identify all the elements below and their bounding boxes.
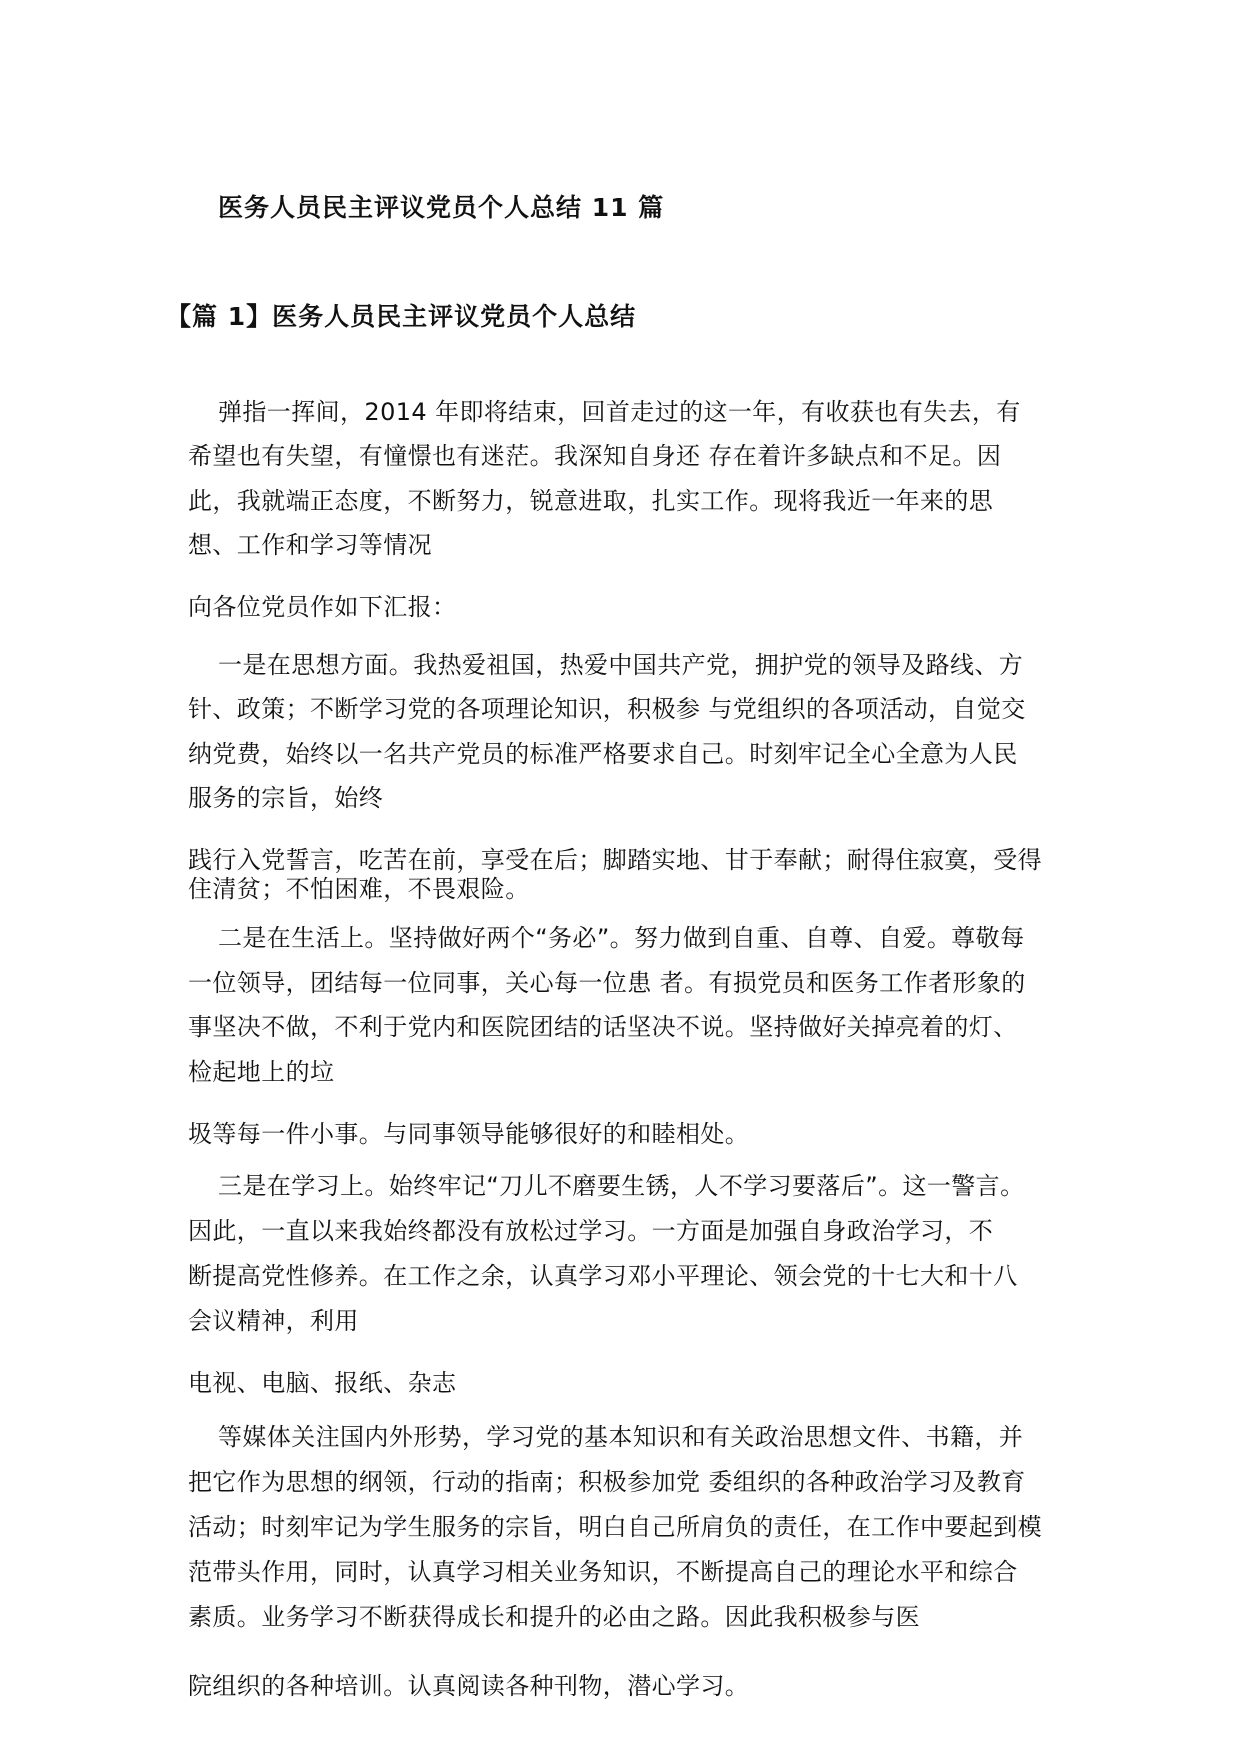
paragraph-line: 服务的宗旨，始终 <box>188 784 384 812</box>
paragraph-line: 检起地上的垃 <box>188 1058 335 1086</box>
paragraph-line: 把它作为思想的纲领，行动的指南；积极参加党 委组织的各种政治学习及教育 <box>188 1468 1026 1496</box>
paragraph-line: 针、政策；不断学习党的各项理论知识，积极参 与党组织的各项活动，自觉交 <box>188 695 1026 723</box>
paragraph-line: 活动；时刻牢记为学生服务的宗旨，明白自己所肩负的责任，在工作中要起到模 <box>188 1513 1042 1541</box>
paragraph-line: 圾等每一件小事。与同事领导能够很好的和睦相处。 <box>188 1120 750 1148</box>
paragraph-line: 向各位党员作如下汇报： <box>188 593 457 621</box>
paragraph-line: 会议精神，利用 <box>188 1307 359 1335</box>
paragraph-line: 素质。业务学习不断获得成长和提升的必由之路。因此我积极参与医 <box>188 1603 920 1631</box>
paragraph-line: 事坚决不做，不利于党内和医院团结的话坚决不说。坚持做好关掉亮着的灯、 <box>188 1013 1018 1041</box>
paragraph-line: 等媒体关注国内外形势，学习党的基本知识和有关政治思想文件、书籍，并 <box>218 1423 1024 1451</box>
paragraph-line: 电视、电脑、报纸、杂志 <box>188 1369 457 1397</box>
paragraph-line: 二是在生活上。坚持做好两个“务必”。努力做到自重、自尊、自爱。尊敬每 <box>218 924 1025 952</box>
document-title: 医务人员民主评议党员个人总结 11 篇 <box>218 193 665 222</box>
paragraph-line: 范带头作用，同时，认真学习相关业务知识，不断提高自己的理论水平和综合 <box>188 1558 1018 1586</box>
paragraph-line: 院组织的各种培训。认真阅读各种刊物，潜心学习。 <box>188 1672 750 1700</box>
paragraph-line: 想、工作和学习等情况 <box>188 531 432 559</box>
paragraph-line: 因此，一直以来我始终都没有放松过学习。一方面是加强自身政治学习，不 <box>188 1217 994 1245</box>
paragraph-line: 纳党费，始终以一名共产党员的标准严格要求自己。时刻牢记全心全意为人民 <box>188 740 1018 768</box>
paragraph-line: 三是在学习上。始终牢记“刀儿不磨要生锈，人不学习要落后”。这一警言。 <box>218 1172 1025 1200</box>
paragraph-line: 住清贫；不怕困难，不畏艰险。 <box>188 875 530 903</box>
paragraph-line: 践行入党誓言，吃苦在前，享受在后；脚踏实地、甘于奉献；耐得住寂寞，受得 <box>188 846 1042 874</box>
section-title: 【篇 1】医务人员民主评议党员个人总结 <box>166 302 637 331</box>
paragraph-line: 一位领导，团结每一位同事，关心每一位患 者。有损党员和医务工作者形象的 <box>188 969 1026 997</box>
paragraph-line: 弹指一挥间，2014 年即将结束，回首走过的这一年，有收获也有失去，有 <box>218 398 1021 426</box>
paragraph-line: 希望也有失望，有憧憬也有迷茫。我深知自身还 存在着许多缺点和不足。因 <box>188 442 1002 470</box>
paragraph-line: 此，我就端正态度，不断努力，锐意进取，扎实工作。现将我近一年来的思 <box>188 487 994 515</box>
paragraph-line: 一是在思想方面。我热爱祖国，热爱中国共产党，拥护党的领导及路线、方 <box>218 651 1024 679</box>
paragraph-line: 断提高党性修养。在工作之余，认真学习邓小平理论、领会党的十七大和十八 <box>188 1262 1018 1290</box>
